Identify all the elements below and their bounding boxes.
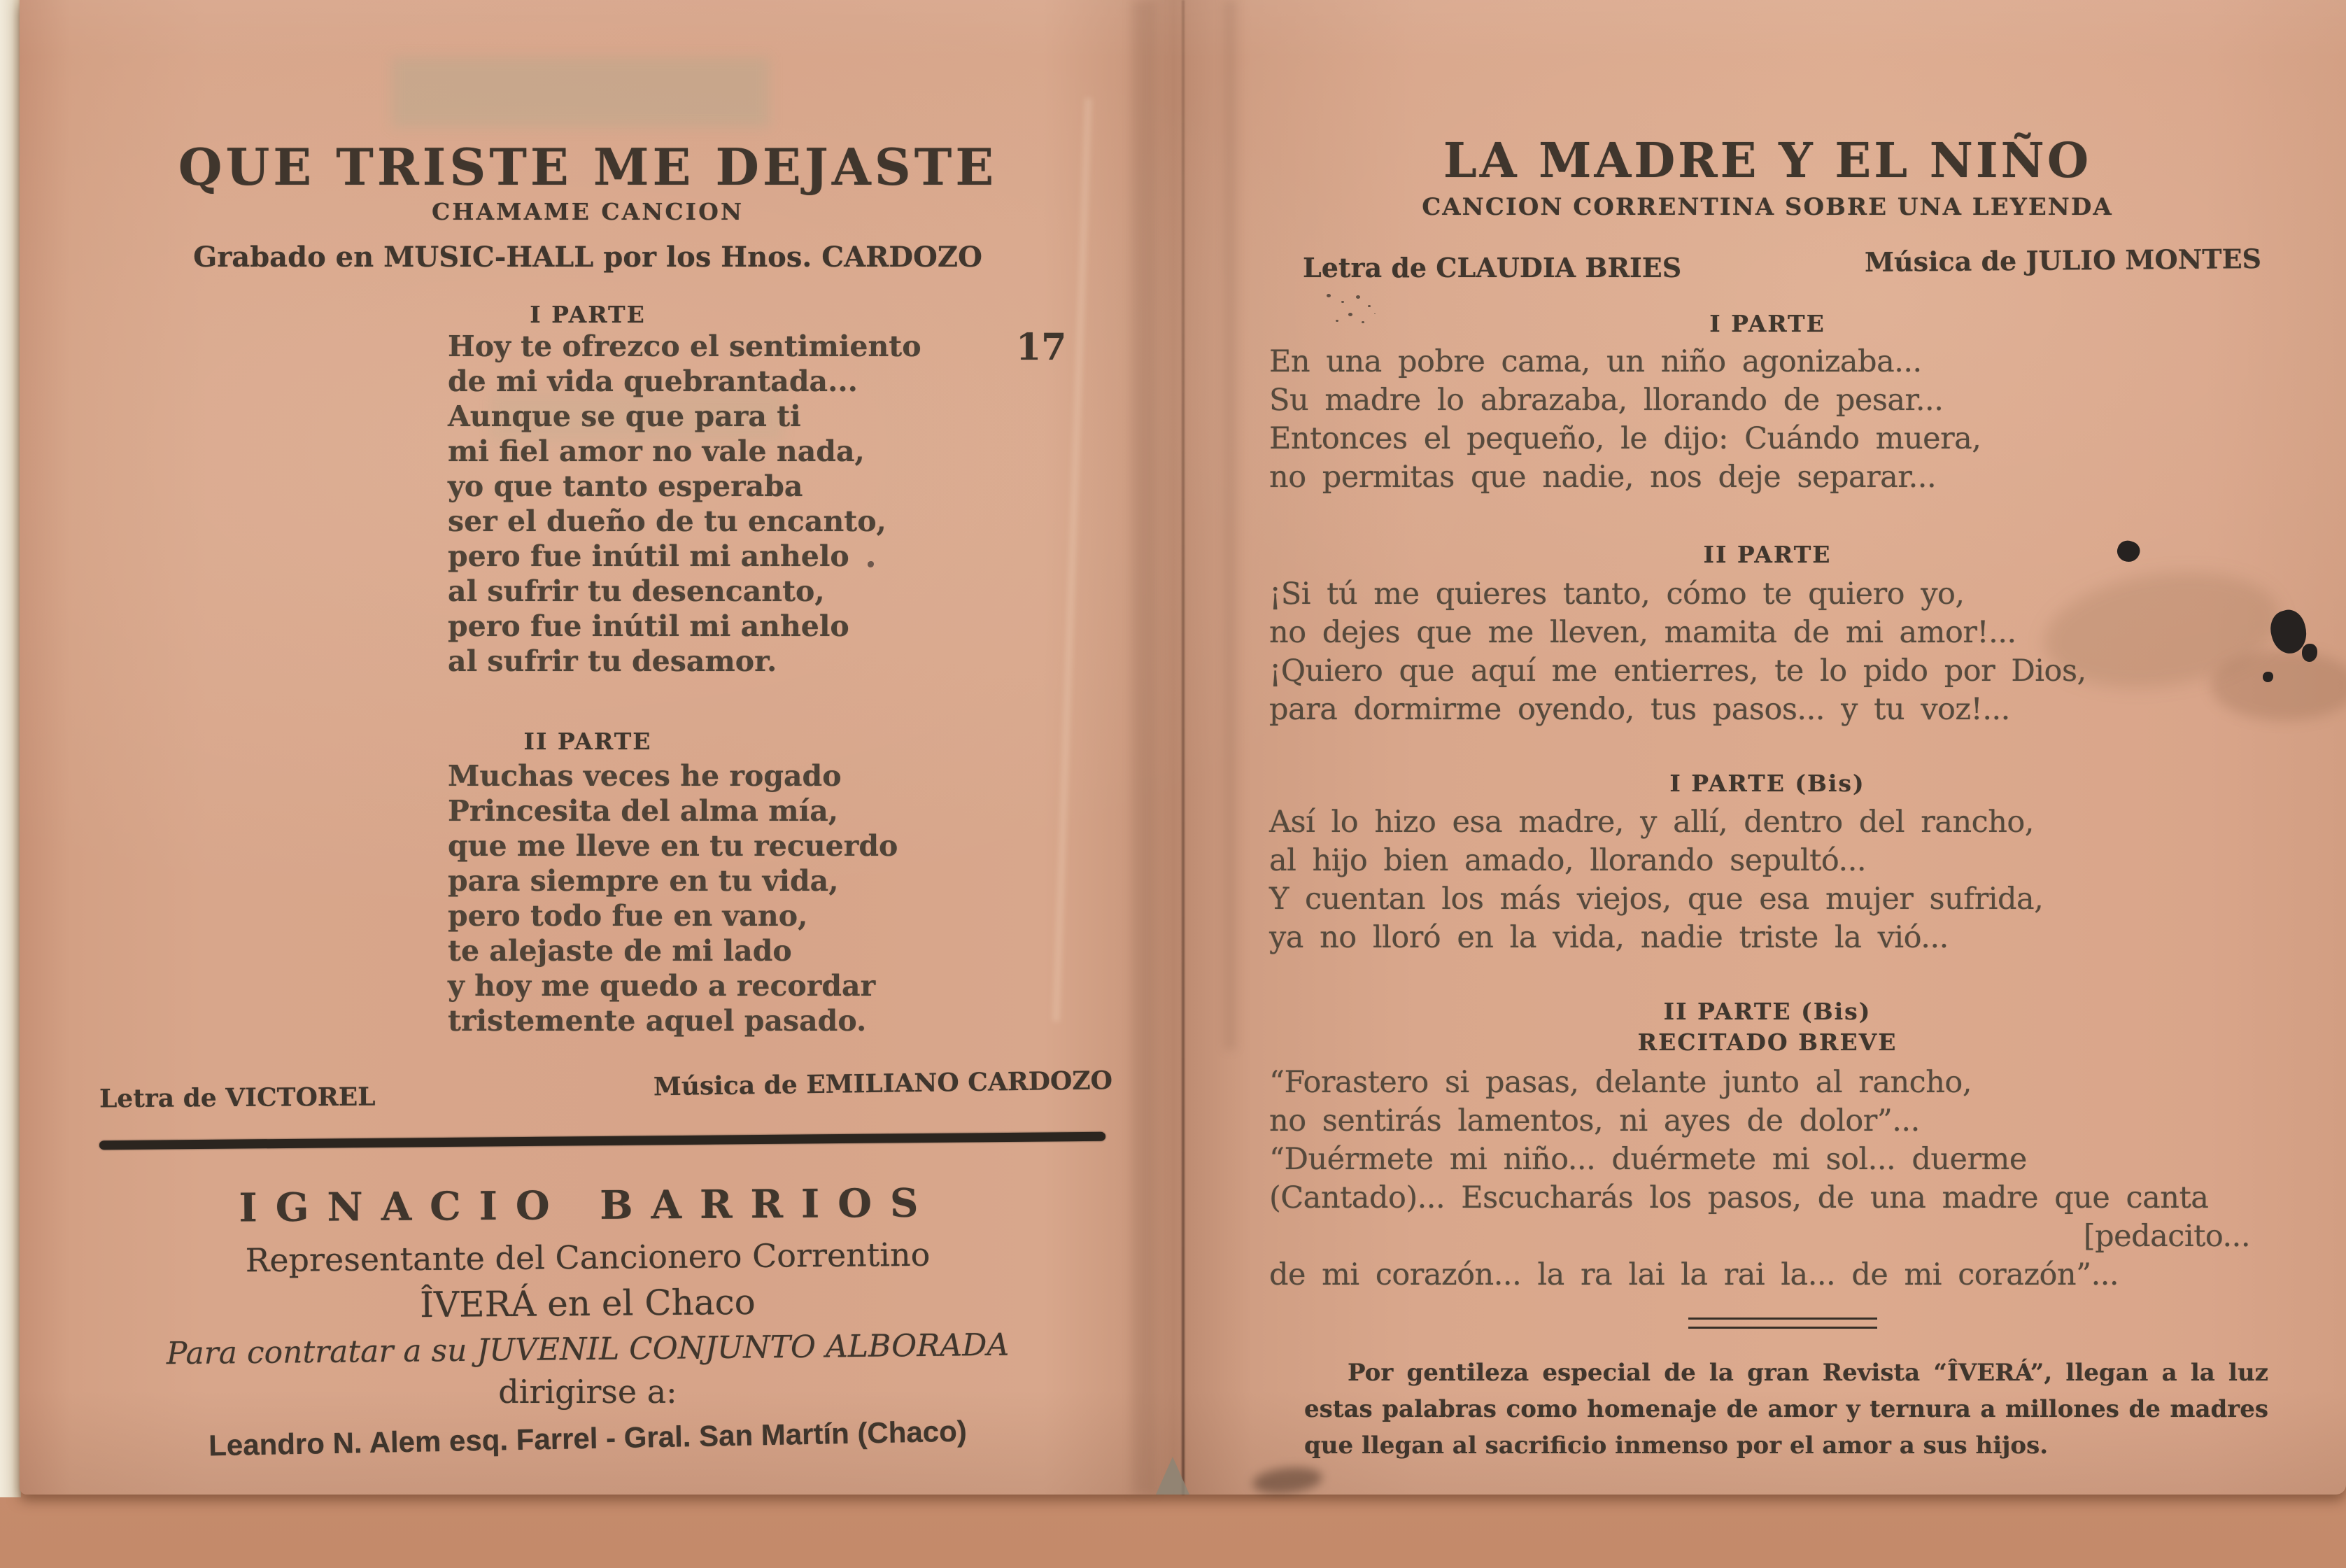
lyric-line: al hijo bien amado, llorando sepultó...: [1269, 843, 1867, 878]
advert-line4: dirigirse a:: [498, 1373, 677, 1411]
left-part1-lyrics: [448, 329, 921, 679]
end-double-rule: [1688, 1318, 1877, 1329]
lyric-line: ser el dueño de tu encanto,: [448, 504, 886, 538]
left-part2-label: II PARTE: [523, 728, 652, 755]
lyric-line: Y cuentan los más viejos, que esa mujer sufrida,: [1269, 882, 2044, 917]
right-lyricist-credit: Letra de CLAUDIA BRIES: [1303, 252, 1682, 283]
lyric-line: para siempre en tu vida,: [448, 864, 839, 898]
lyric-line: y hoy me quedo a recordar: [448, 969, 876, 1003]
lyric-line: Su madre lo abrazaba, llorando de pesar...: [1269, 383, 1944, 418]
advert-line1: Representante del Cancionero Correntino: [245, 1235, 931, 1280]
book-gutter: [1182, 0, 1185, 1495]
left-part2-lyrics: [448, 758, 898, 1038]
lyric-line: no permitas que nadie, nos deje separar...: [1269, 460, 1937, 495]
ink-speckles: [1327, 294, 1331, 297]
gutter-shadow-left: [1132, 0, 1156, 1495]
lyric-line: que me lleve en tu recuerdo: [448, 829, 898, 863]
page-number: 17: [1016, 326, 1067, 369]
lyric-line: Hoy te ofrezco el sentimiento: [448, 330, 921, 363]
lyric-line-wrapped: [pedacito...: [2083, 1219, 2250, 1254]
right-section3-lyrics: [1269, 803, 2043, 957]
lyric-line: Muchas veces he rogado: [448, 759, 842, 793]
lyric-line: yo que tanto esperaba: [448, 469, 803, 503]
advert-line2: ÎVERÁ en el Chaco: [419, 1281, 756, 1326]
lyric-line: Así lo hizo esa madre, y allí, dentro del rancho,: [1269, 805, 2034, 840]
right-section4-label: II PARTE (Bis): [1663, 998, 1872, 1025]
right-section4-lyrics: [1269, 1064, 2250, 1294]
left-composer-credit: Música de EMILIANO CARDOZO: [653, 1066, 1113, 1102]
lyric-line: Aunque se que para ti: [448, 400, 801, 433]
lyric-line: te alejaste de mi lado: [448, 934, 792, 968]
advert-name: IGNACIO BARRIOS: [239, 1180, 937, 1231]
advert-line3: Para contratar a su JUVENIL CONJUNTO ALBORADA: [166, 1327, 1010, 1372]
lyric-line: (Cantado)... Escucharás los pasos, de una madre que canta: [1269, 1180, 2209, 1215]
right-section3-label: I PARTE (Bis): [1669, 770, 1865, 797]
lyric-line: tristemente aquel pasado.: [448, 1004, 867, 1038]
right-section1-label: I PARTE: [1709, 310, 1825, 337]
lyric-line: para dormirme oyendo, tus pasos... y tu voz!...: [1269, 692, 2010, 727]
lyric-line: “Duérmete mi niño... duérmete mi sol... duerme: [1269, 1142, 2027, 1177]
advert-address: Leandro N. Alem esq. Farrel - Gral. San Martín (Chaco): [208, 1414, 968, 1462]
lyric-line: pero fue inútil mi anhelo: [448, 539, 849, 573]
left-song-genre: CHAMAME CANCION: [432, 198, 744, 225]
lyric-line: pero todo fue en vano,: [448, 899, 808, 933]
right-section2-label: II PARTE: [1703, 541, 1832, 568]
lyric-line: pero fue inútil mi anhelo: [448, 609, 849, 643]
left-part1-label: I PARTE: [530, 301, 646, 328]
lyric-line: “Forastero si pasas, delante junto al rancho,: [1269, 1065, 1972, 1100]
lyric-line: ¡Si tú me quieres tanto, cómo te quiero yo,: [1269, 577, 1965, 612]
right-section2-lyrics: [1269, 575, 2086, 729]
left-lyricist-credit: Letra de VICTOREL: [99, 1082, 376, 1114]
lyric-line: de mi vida quebrantada...: [448, 365, 858, 398]
left-song-title: QUE TRISTE ME DEJASTE: [178, 137, 998, 197]
lyric-line: ya no lloró en la vida, nadie triste la vió...: [1269, 920, 1949, 955]
right-section1-lyrics: [1269, 343, 1981, 497]
ink-bleedthrough: [392, 57, 770, 127]
lyric-line: al sufrir tu desencanto,: [448, 574, 825, 608]
lyric-line: mi fiel amor no vale nada,: [448, 435, 865, 468]
lyric-line: Princesita del alma mía,: [448, 794, 839, 828]
lyric-line: Entonces el pequeño, le dijo: Cuándo muera,: [1269, 421, 1981, 456]
right-song-genre: CANCION CORRENTINA SOBRE UNA LEYENDA: [1422, 193, 2113, 221]
right-composer-credit: Música de JULIO MONTES: [1864, 243, 2262, 278]
right-footnote: Por gentileza especial de la gran Revista “ÎVERÁ”, llegan a la luz estas palabras como homenaje de amor y ternura a millones de madres que llegan al sacrificio inmenso por el amor a sus hijos.: [1304, 1359, 2268, 1460]
lyric-line: de mi corazón... la ra lai la rai la... de mi corazón”...: [1269, 1257, 2119, 1292]
lyric-line: En una pobre cama, un niño agonizaba...: [1269, 344, 1922, 379]
left-recording-credit: Grabado en MUSIC-HALL por los Hnos. CARDOZO: [193, 241, 982, 274]
right-section4-sublabel: RECITADO BREVE: [1637, 1029, 1898, 1056]
lyric-line: al sufrir tu desamor.: [448, 644, 777, 678]
lyric-line: ¡Quiero que aquí me entierres, te lo pido por Dios,: [1269, 654, 2086, 688]
gutter-shadow-right: [1224, 0, 1236, 1050]
scan-edge: [0, 0, 21, 1497]
lyric-line: no sentirás lamentos, ni ayes de dolor”...: [1269, 1103, 1920, 1138]
lyric-line: no dejes que me lleven, mamita de mi amor!...: [1269, 615, 2016, 650]
right-song-title: LA MADRE Y EL NIÑO: [1443, 133, 2092, 189]
